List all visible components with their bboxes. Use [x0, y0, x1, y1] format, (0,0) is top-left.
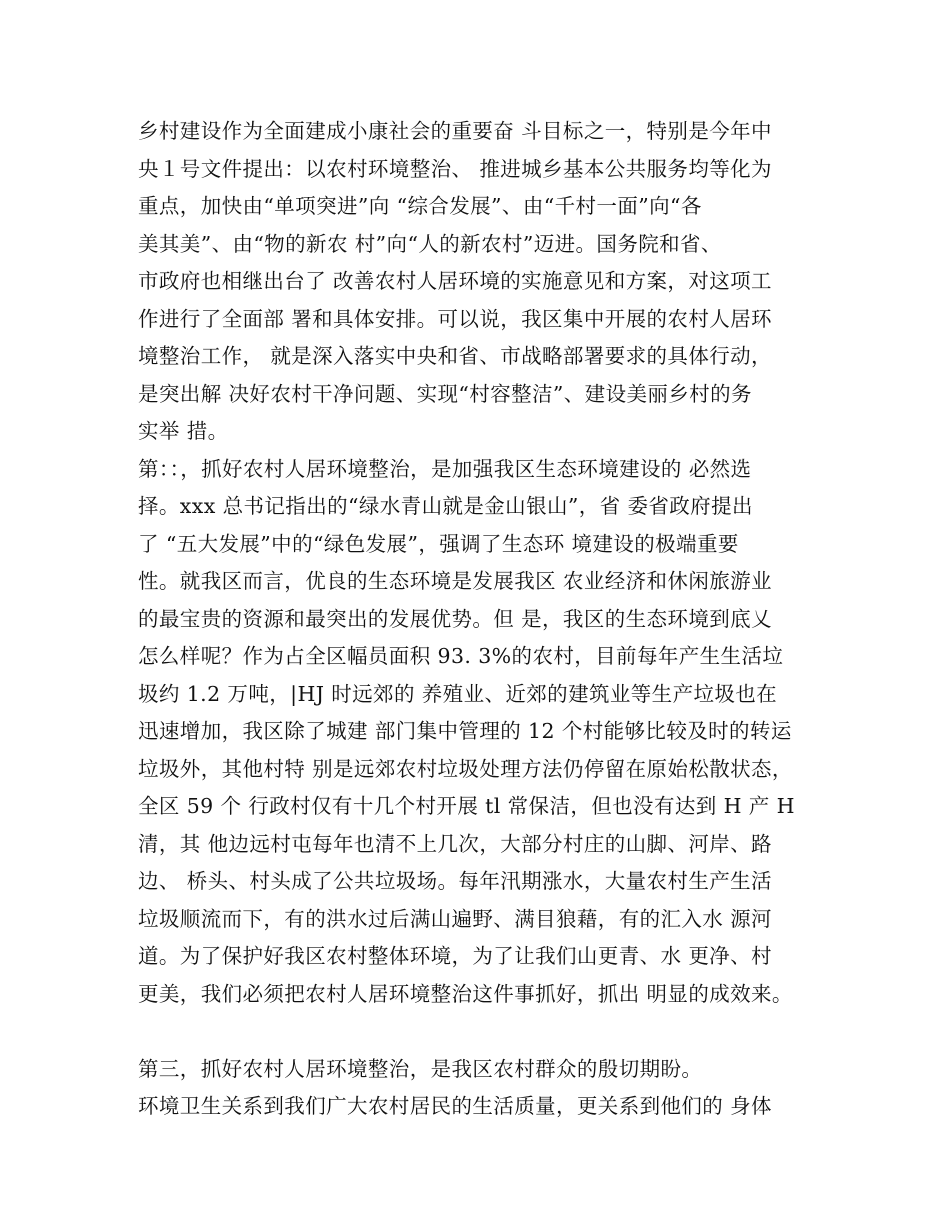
text-line: 怎么样呢？作为占全区幅员面积 93. 3%的农村，目前每年产生生活垃 — [138, 644, 784, 668]
text-line: 清，其 他边远村屯每年也清不上几次，大部分村庄的山脚、河岸、路 — [138, 831, 772, 856]
text-line: 圾约 1.2 万吨，|HJ 时远郊的 养殖业、近郊的建筑业等生产垃圾也在 — [138, 681, 778, 706]
text-line: 更美，我们必须把农村人居环境整治这件事抓好，抓出 明显的成效来。 — [138, 981, 793, 1006]
text-line: 性。就我区而言，优良的生态环境是发展我区 农业经济和休闲旅游业 — [138, 569, 772, 593]
text-line: 了 “五大发展”中的“绿色发展”，强调了生态环 境建设的极端重要 — [138, 531, 739, 556]
text-line: 是突出解 决好农村干净问题、实现“村容整洁”、建设美丽乡村的务 — [138, 381, 752, 406]
text-line: 垃圾顺流而下，有的洪水过后满山遍野、满目狼藉，有的汇入水 源河 — [138, 906, 772, 931]
text-line: 择。xxx 总书记指出的“绿水青山就是金山银山”，省 委省政府提出 — [138, 494, 753, 518]
paragraph-1 — [138, 113, 838, 451]
text-line: 实举 措。 — [138, 419, 229, 443]
paragraph-2 — [138, 451, 838, 1014]
text-line: 环境卫生关系到我们广大农村居民的生活质量，更关系到他们的 身体 — [138, 1094, 772, 1118]
document-body — [138, 113, 838, 1126]
text-line: 重点，加快由“单项突进”向 “综合发展”、由“千村一面”向“各 — [138, 194, 702, 218]
text-line: 作进行了全面部 署和具体安排。可以说，我区集中开展的农村人居环 — [138, 306, 772, 331]
text-line: 垃圾外，其他村特 别是远郊农村垃圾处理方法仍停留在原始松散状态， — [138, 756, 793, 781]
paragraph-3 — [138, 1051, 838, 1126]
text-line: 乡村建设作为全面建成小康社会的重要奋 斗目标之一，特别是今年中 — [138, 119, 772, 143]
text-line: 迅速增加，我区除了城建 部门集中管理的 12 个村能够比较及时的转运 — [138, 719, 792, 743]
text-line: 边、 桥头、村头成了公共垃圾场。每年汛期涨水，大量农村生产生活 — [138, 869, 772, 893]
text-line: 的最宝贵的资源和最突出的发展优势。但 是，我区的生态环境到底乂 — [138, 606, 772, 631]
text-line: 市政府也相继出台了 改善农村人居环境的实施意见和方案，对这项工 — [138, 269, 772, 293]
text-line: 全区 59 个 行政村仅有十几个村开展 tl 常保洁，但也没有达到 H 产 H — [138, 794, 795, 818]
text-line: 第三，抓好农村人居环境整治，是我区农村群众的殷切期盼。 — [138, 1056, 703, 1081]
text-line: 美其美”、由“物的新农 村”向“人的新农村”迈进。国务院和省、 — [138, 231, 722, 256]
text-line: 境整治工作， 就是深入落实中央和省、市战略部署要求的具体行动， — [138, 344, 772, 368]
paragraph-gap — [138, 1013, 838, 1051]
text-line: 央１号文件提出：以农村环境整治、 推进城乡基本公共服务均等化为 — [138, 156, 772, 181]
text-line: 第：：，抓好农村人居环境整治，是加强我区生态环境建设的 必然选 — [138, 456, 752, 481]
text-line: 道。为了保护好我区农村整体环境，为了让我们山更青、水 更净、村 — [138, 944, 772, 968]
